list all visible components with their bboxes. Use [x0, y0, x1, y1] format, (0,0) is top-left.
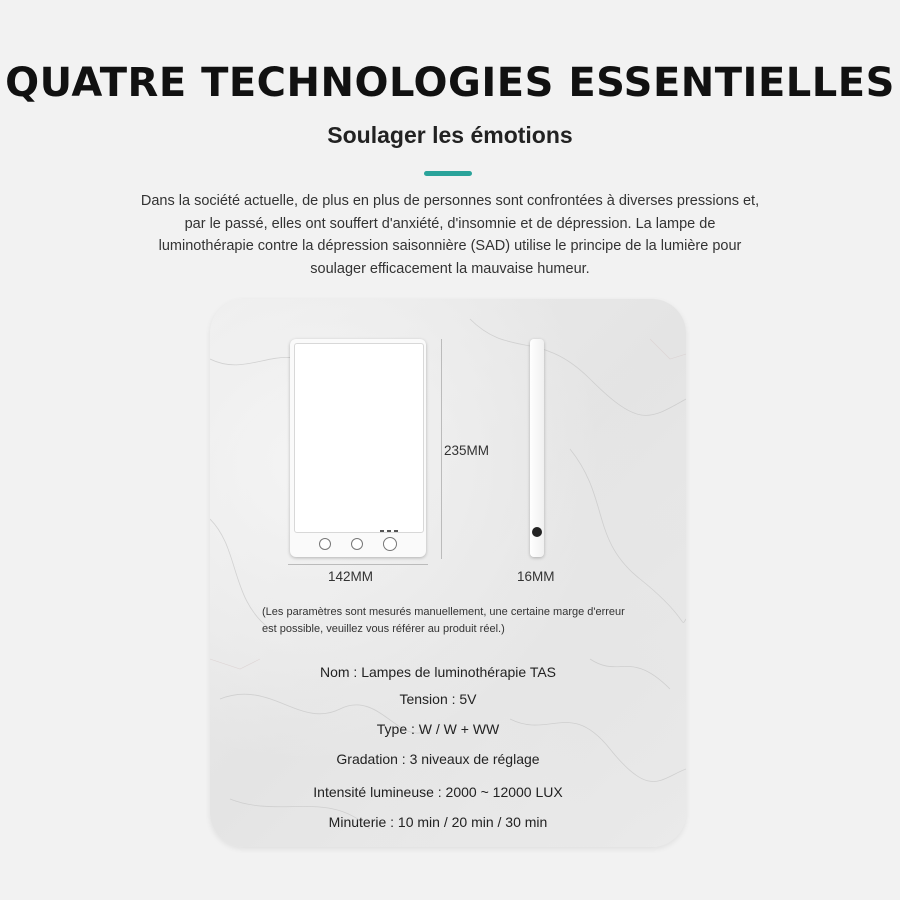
light-icon: [319, 538, 331, 550]
height-dimension-line: [441, 339, 442, 559]
brightness-icon: [351, 538, 363, 550]
spec-intensity: Intensité lumineuse : 2000 ~ 12000 LUX: [313, 784, 563, 800]
lamp-front-view: [290, 339, 426, 557]
lamp-light-panel: [294, 343, 424, 533]
page-subtitle: Soulager les émotions: [327, 122, 573, 148]
spec-timer: Minuterie : 10 min / 20 min / 30 min: [328, 814, 548, 830]
width-dimension-line: [288, 564, 428, 565]
height-label: 235MM: [444, 443, 490, 458]
spec-voltage: Tension : 5V: [399, 691, 477, 707]
product-card: [210, 299, 686, 847]
timer-icon: [383, 537, 397, 551]
spec-dimming: Gradation : 3 niveaux de réglage: [336, 751, 540, 767]
usb-port-icon: [532, 527, 542, 537]
width-label: 142MM: [328, 569, 374, 584]
spec-type: Type : W / W + WW: [376, 721, 500, 737]
spec-name: Nom : Lampes de luminothérapie TAS: [319, 664, 557, 680]
page-title: QUATRE TECHNOLOGIES ESSENTIELLES: [5, 60, 895, 106]
lamp-side-view: [530, 339, 544, 557]
measurement-note: (Les paramètres sont mesurés manuellement, une certaine marge d'erreur est possible, veuillez vous référer au produit réel.): [262, 606, 625, 635]
accent-divider: [424, 171, 472, 176]
depth-label: 16MM: [517, 569, 555, 584]
intro-paragraph: Dans la société actuelle, de plus en plus de personnes sont confrontées à diverses pressions et, par le passé, elles ont souffert d'anxiété, d'insomnie et de dépression. La lampe de luminothérapie contre la dépression saisonnière (SAD) utilise le principe de la lumière pour soulager efficacement la mauvaise humeur.: [140, 193, 760, 277]
